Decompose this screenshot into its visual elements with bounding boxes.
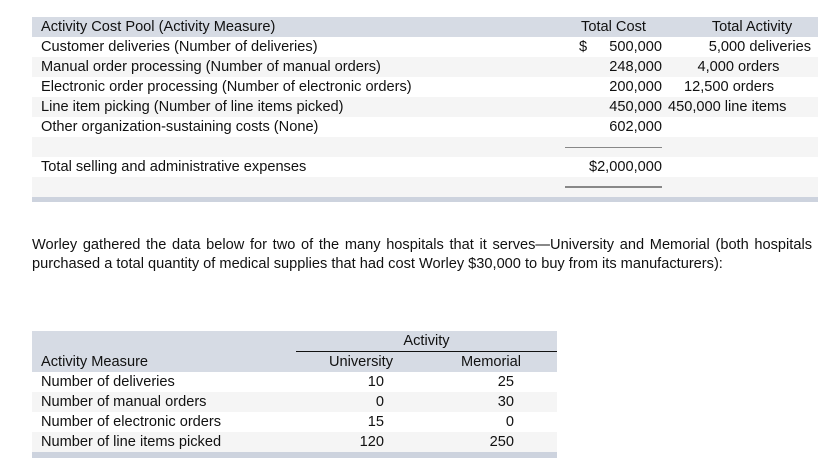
total-cost-value: 500,000 — [609, 39, 662, 55]
table-row — [32, 97, 818, 117]
memorial-value: 30 — [497, 394, 514, 410]
total-cost-value: 248,000 — [609, 59, 662, 75]
total-cost-value: 200,000 — [609, 79, 662, 95]
header-memorial: Memorial — [460, 354, 521, 370]
university-value: 120 — [359, 434, 384, 450]
memorial-value: 25 — [497, 374, 514, 390]
currency-symbol: $ — [579, 39, 588, 55]
measure-label: Number of manual orders — [41, 394, 207, 410]
table-row — [32, 392, 557, 412]
total-double-rule — [565, 186, 662, 188]
header-activity-measure: Activity Measure — [41, 354, 149, 370]
total-value: $2,000,000 — [588, 159, 662, 175]
table-bottom-bar — [32, 452, 557, 458]
table-row — [32, 412, 557, 432]
header-total-activity: Total Activity — [711, 19, 793, 35]
header-total-cost: Total Cost — [581, 19, 646, 35]
table-row — [32, 37, 818, 57]
header-activity-cost-pool: Activity Cost Pool (Activity Measure) — [41, 19, 276, 35]
total-cost-value: 450,000 — [609, 99, 662, 115]
measure-label: Number of electronic orders — [41, 414, 222, 430]
table-row — [32, 77, 818, 97]
total-row — [32, 157, 818, 177]
university-value: 10 — [367, 374, 384, 390]
cost-pool-header-row — [32, 17, 818, 37]
total-activity-value: 5,000 deliveries — [708, 39, 811, 55]
total-activity-value — [695, 57, 779, 77]
pool-label: Other organization-sustaining costs (None) — [41, 119, 319, 135]
table-row — [32, 372, 557, 392]
total-cost-value: 602,000 — [609, 119, 662, 135]
spacer-row — [32, 137, 818, 157]
header-activity-group: Activity — [403, 333, 450, 349]
pool-label: Manual order processing (Number of manual orders) — [41, 59, 381, 75]
subtotal-rule — [565, 147, 662, 148]
total-label: Total selling and administrative expenses — [41, 159, 307, 175]
measure-label: Number of line items picked — [41, 434, 222, 450]
table-row — [32, 117, 818, 137]
total-activity-value: 12,500 orders — [684, 79, 775, 95]
measure-label: Number of deliveries — [41, 374, 175, 390]
table-row — [32, 432, 557, 452]
pool-label: Electronic order processing (Number of electronic orders) — [41, 79, 412, 95]
memorial-value: 250 — [489, 434, 514, 450]
description-paragraph: Worley gathered the data below for two of the many hospitals that it serves—University and Memorial (both hospitals purchased a total quantity of medical supplies that had cost Worley $30,000 to buy from its manufacturers): — [32, 237, 812, 272]
pool-label: Line item picking (Number of line items picked) — [41, 99, 344, 115]
pool-label: Customer deliveries (Number of deliveries) — [41, 39, 318, 55]
hospital-header — [32, 331, 557, 372]
table-row — [32, 57, 818, 77]
university-value: 0 — [375, 394, 384, 410]
university-value: 15 — [367, 414, 384, 430]
activity-number: 4,000 — [697, 59, 734, 75]
spacer-row — [32, 177, 818, 197]
memorial-value: 0 — [505, 414, 514, 430]
header-university: University — [328, 354, 394, 370]
total-activity-value: 450,000 line items — [668, 99, 787, 115]
table-bottom-bar — [32, 197, 818, 202]
activity-unit: orders — [734, 59, 780, 75]
